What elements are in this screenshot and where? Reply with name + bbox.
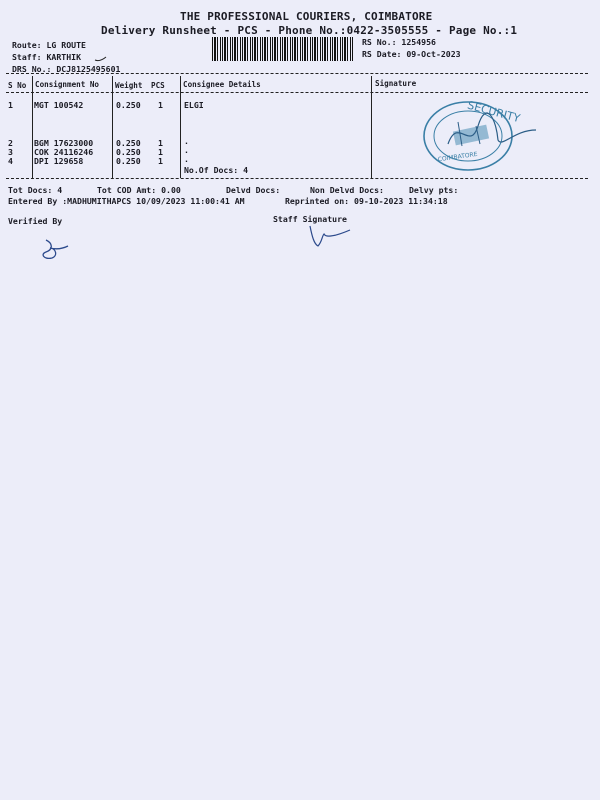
col-signature: Signature (375, 79, 417, 88)
col-weight: Weight (115, 81, 143, 90)
rs-number: RS No.: 1254956 (362, 37, 436, 47)
row-consignment: MGT 100542 (34, 100, 84, 110)
row-weight: 0.250 (116, 100, 141, 110)
delvd-docs: Delvd Docs: (226, 185, 281, 195)
row-details: . (184, 136, 189, 146)
route-label: Route: LG ROUTE (12, 40, 86, 50)
drs-number: DRS No.: DCJ8125495601 (12, 64, 121, 74)
row-sno: 2 (8, 138, 13, 148)
row-sno: 4 (8, 156, 13, 166)
row-consignment: DPI 129658 (34, 156, 84, 166)
delvy-pts: Delvy pts: (409, 185, 459, 195)
svg-text:SECURITY: SECURITY (465, 98, 522, 126)
verified-signature (38, 236, 78, 266)
runsheet-subtitle: Delivery Runsheet - PCS - Phone No.:0422-3505555 - Page No.:1 (101, 24, 518, 37)
row-weight: 0.250 (116, 138, 141, 148)
rule-top (6, 73, 588, 74)
barcode (212, 37, 354, 61)
row-weight: 0.250 (116, 156, 141, 166)
row-pcs: 1 (158, 147, 163, 157)
rule-header (6, 92, 588, 93)
col-divider-4 (371, 76, 372, 178)
staff-signature-label: Staff Signature (273, 214, 347, 224)
col-consignee-details: Consignee Details (183, 80, 261, 89)
col-divider-2 (112, 76, 113, 178)
row-details: ELGI (184, 100, 204, 110)
tot-docs: Tot Docs: 4 (8, 185, 63, 195)
col-sno: S No (8, 81, 27, 90)
staff-label: Staff: KARTHIK (12, 52, 82, 62)
row-sno: 3 (8, 147, 13, 157)
col-divider-1 (32, 76, 33, 178)
row-details: . (184, 145, 189, 155)
row-sno: 1 (8, 100, 13, 110)
entered-by: Entered By :MADHUMITHAPCS 10/09/2023 11:00:41 AM (8, 196, 245, 206)
col-pcs: PCS (151, 81, 165, 90)
svg-text:COIMBATORE: COIMBATORE (437, 150, 478, 164)
row-pcs: 1 (158, 138, 163, 148)
non-delvd-docs: Non Delvd Docs: (310, 185, 384, 195)
row-consignment: BGM 17623000 (34, 138, 94, 148)
tot-cod-amt: Tot COD Amt: 0.00 (97, 185, 181, 195)
company-title: THE PROFESSIONAL COURIERS, COIMBATORE (180, 10, 433, 23)
tick-mark (94, 55, 108, 63)
staff-signature (306, 222, 356, 252)
row-consignment: COK 24116246 (34, 147, 94, 157)
row-pcs: 1 (158, 100, 163, 110)
reprinted-on: Reprinted on: 09-10-2023 11:34:18 (285, 196, 448, 206)
verified-by-label: Verified By (8, 216, 63, 226)
col-divider-3 (180, 76, 181, 178)
security-stamp (418, 96, 543, 178)
row-pcs: 1 (158, 156, 163, 166)
col-consignment: Consignment No (35, 80, 100, 89)
rs-date: RS Date: 09-Oct-2023 (362, 49, 461, 59)
row-details: . (184, 154, 189, 164)
rule-bottom (6, 178, 588, 179)
no-of-docs: No.Of Docs: 4 (184, 165, 249, 175)
row-weight: 0.250 (116, 147, 141, 157)
